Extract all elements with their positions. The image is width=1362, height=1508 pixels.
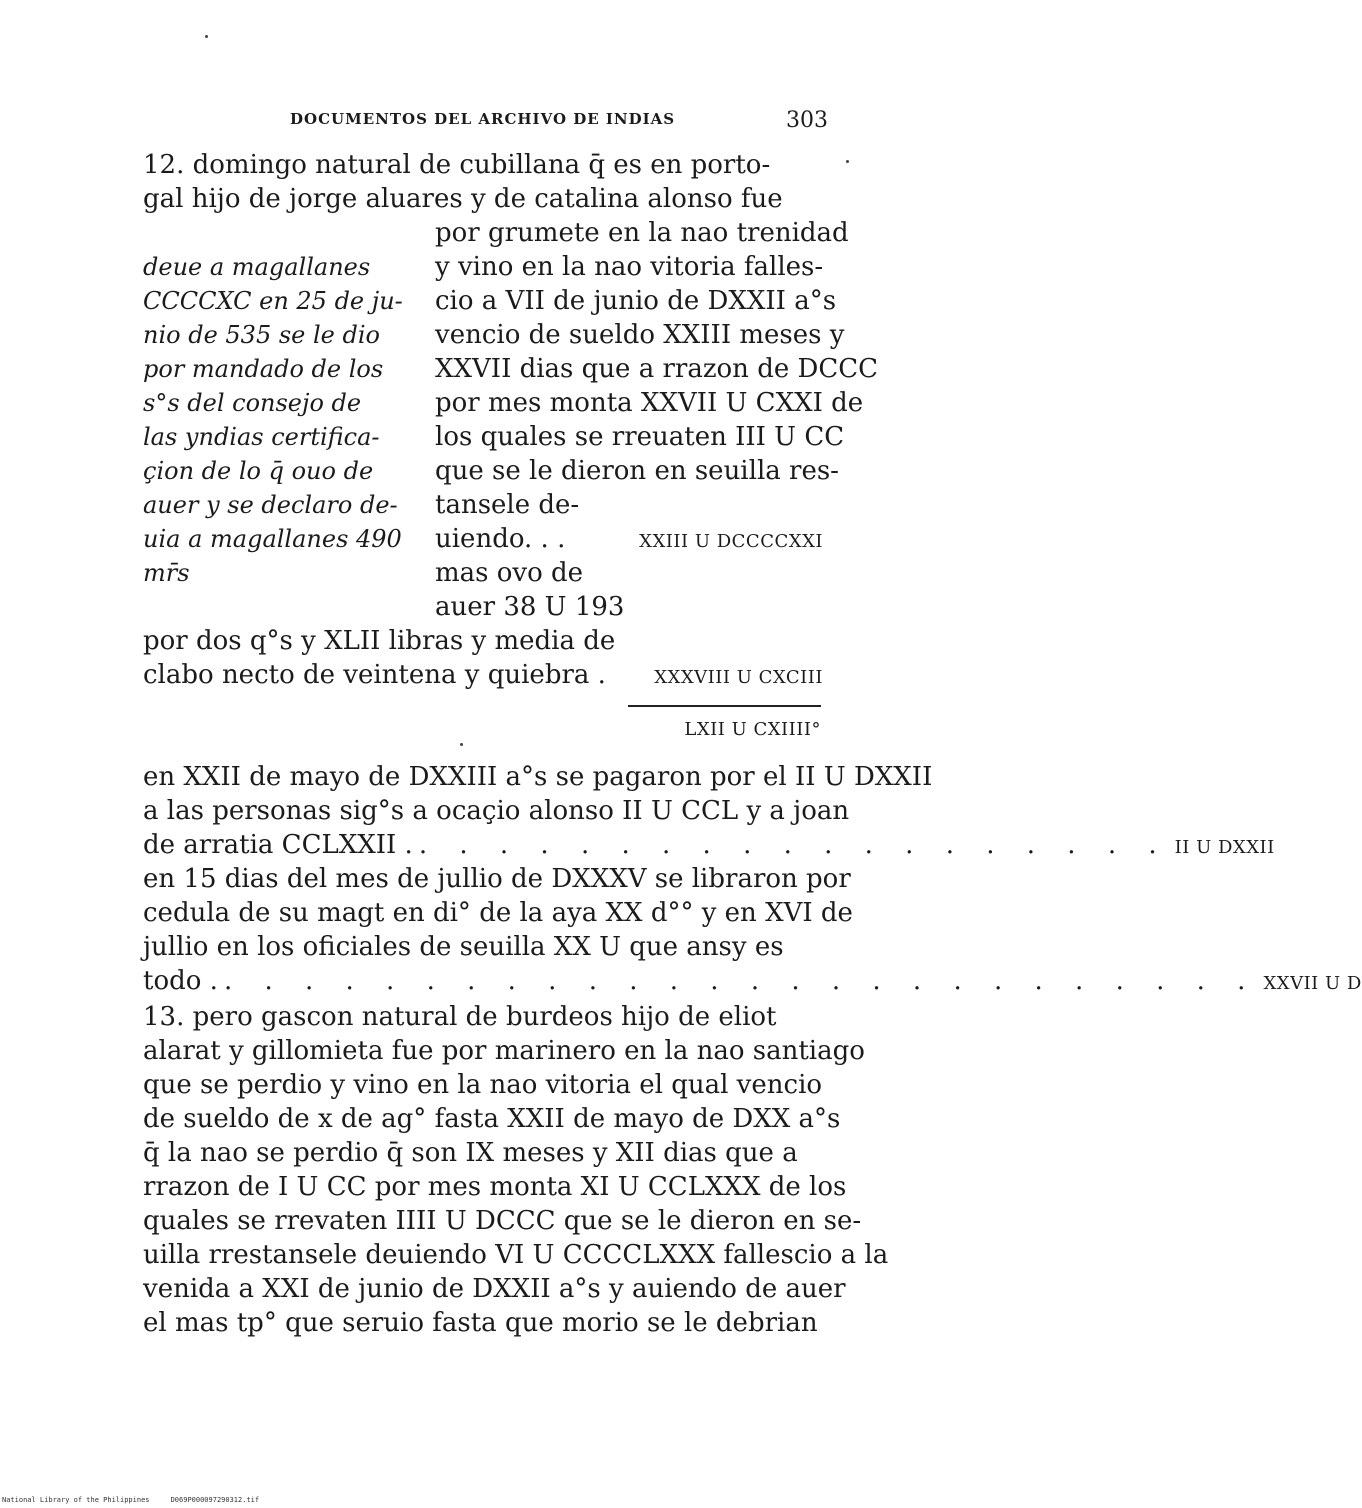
leader-dots: . . . . . . . . . . . . . . . . . . . . . . . . . . — [223, 966, 1258, 996]
entry-12-tail-line: mas ovo de — [435, 558, 584, 588]
payment-amount: XXVII U D — [1263, 973, 1362, 994]
scan-speck — [460, 743, 463, 746]
payment-line: jullio en los oficiales de seuilla XX U que ansy es — [143, 932, 784, 962]
page-number: 303 — [786, 108, 828, 133]
entry-13-line: quales se rrevaten IIII U DCCC que se le dieron en se- — [143, 1206, 862, 1236]
entry-12-main-line: por mes monta XXVII U CXXI de — [435, 388, 864, 418]
sum-rule — [628, 705, 821, 707]
entry-13-line: uilla rrestansele deuiendo VI U CCCCLXXX fallescio a la — [143, 1240, 889, 1270]
payment-line-3 — [143, 828, 1275, 862]
marginal-note-line: deue a magallanes — [143, 253, 371, 281]
owed-amount: XXIII U DCCCCXXI — [639, 531, 823, 552]
owed-text: uiendo. . . — [435, 524, 566, 554]
entry-13-line: alarat y gillomieta fue por marinero en la nao santiago — [143, 1036, 865, 1066]
entry-13-line: rrazon de I U CC por mes monta XI U CCLXXX de los — [143, 1172, 847, 1202]
payment-line: a las personas sig°s a ocaçio alonso II U CCL y a joan — [143, 796, 850, 826]
marginal-note-line: çion de lo q̄ ouo de — [143, 457, 374, 485]
entry-12-main-line: tansele de- — [435, 490, 580, 520]
entry-13-line: el mas tp° que seruio fasta que morio se le debrian — [143, 1308, 818, 1338]
footer-library: National Library of the Philippines — [2, 1496, 150, 1504]
total-amount: LXII U CXIIII° — [684, 719, 821, 740]
marginal-note-line: auer y se declaro de- — [143, 491, 398, 519]
entry-12-main-line: XXVII dias que a rrazon de DCCC — [435, 354, 879, 384]
entry-13-line: venida a XXI de junio de DXXII a°s y auiendo de auer — [143, 1274, 846, 1304]
scan-speck — [205, 35, 208, 38]
marginal-note-line: s°s del consejo de — [143, 389, 362, 417]
entry-12-line-1: 12. domingo natural de cubillana q̄ es en porto- — [143, 150, 771, 180]
payment-text: todo . — [143, 966, 218, 996]
entry-12-main-line: cio a VII de junio de DXXII a°s — [435, 286, 837, 316]
payment-line: cedula de su magt en di° de la aya XX d°° y en XVI de — [143, 898, 853, 928]
entry-13-line: de sueldo de x de ag° fasta XXII de mayo de DXX a°s — [143, 1104, 841, 1134]
marginal-note-line: uia a magallanes 490 — [143, 525, 402, 553]
clabo-text: clabo necto de veintena y quiebra . — [143, 660, 606, 690]
running-head: DOCUMENTOS DEL ARCHIVO DE INDIAS — [290, 110, 676, 128]
payment-line: en 15 dias del mes de jullio de DXXXV se libraron por — [143, 864, 851, 894]
scan-speck — [846, 160, 849, 163]
entry-12-total — [684, 713, 821, 747]
entry-12-main-line: por grumete en la nao trenidad — [435, 218, 849, 248]
entry-13-line: q̄ la nao se perdio q̄ son IX meses y XII dias que a — [143, 1138, 798, 1168]
scan-footer — [2, 1496, 259, 1504]
marginal-note-line: CCCCXC en 25 de ju- — [143, 287, 403, 315]
clabo-line-1: por dos q°s y XLII libras y media de — [143, 626, 616, 656]
entry-12-owed-line — [435, 522, 823, 556]
clabo-amount: XXXVIII U CXCIII — [654, 667, 823, 688]
payment-line-7 — [143, 964, 1362, 998]
footer-file-id: D069P000097290312.tif — [170, 1496, 260, 1504]
clabo-line-2 — [143, 658, 823, 692]
payment-line: en XXII de mayo de DXXIII a°s se pagaron por el II U DXXII — [143, 762, 933, 792]
payment-amount: II U DXXII — [1174, 837, 1275, 858]
entry-12-tail-line: auer 38 U 193 — [435, 592, 625, 622]
entry-13-line: 13. pero gascon natural de burdeos hijo de eliot — [143, 1002, 777, 1032]
entry-12-main-line: vencio de sueldo XXIII meses y — [435, 320, 845, 350]
marginal-note-line: las yndias certifica- — [143, 423, 380, 451]
payment-text: de arratia CCLXXII . — [143, 830, 413, 860]
marginal-note-line: nio de 535 se le dio — [143, 321, 380, 349]
entry-12-line-2: gal hijo de jorge aluares y de catalina alonso fue — [143, 184, 783, 214]
marginal-note-line: mr̄s — [143, 559, 190, 587]
entry-12-main-line: y vino en la nao vitoria falles- — [435, 252, 824, 282]
marginal-note-line: por mandado de los — [143, 355, 384, 383]
entry-13-line: que se perdio y vino en la nao vitoria el qual vencio — [143, 1070, 823, 1100]
entry-12-main-line: los quales se rreuaten III U CC — [435, 422, 845, 452]
leader-dots: . . . . . . . . . . . . . . . . . . . — [418, 830, 1169, 860]
entry-12-main-line: que se le dieron en seuilla res- — [435, 456, 839, 486]
